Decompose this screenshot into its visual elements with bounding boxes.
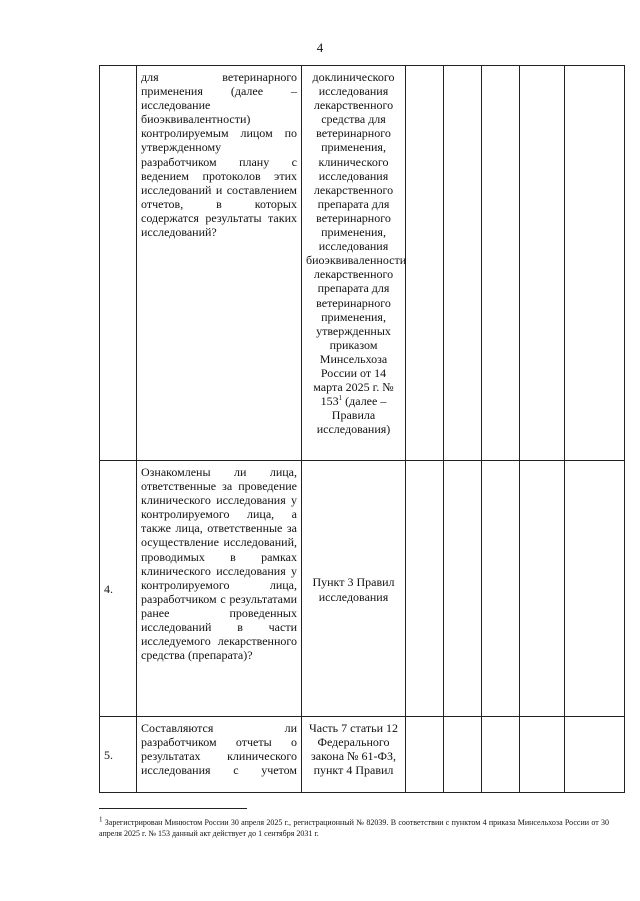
- answer-yes-cell: [406, 717, 444, 793]
- footnote-mark: 1: [99, 815, 103, 824]
- page-number: 4: [316, 40, 324, 55]
- table-row: [100, 66, 625, 461]
- answer-yes-cell: [406, 66, 444, 461]
- question-cell: Составляются ли разработчиком отчеты о результатах клинического исследования с учетом: [137, 717, 302, 793]
- question-cell: Ознакомлены ли лица, ответственные за проведение клинического исследования у контролируемого лица, а также лица, ответственные за осуществление исследований, проводимых в рамках клинического исследования у контролируемого лица, разработчиком с результатами ранее проведенных исследований в части исследуемого лекарственного средства (препарата)?: [137, 461, 302, 717]
- notes-cell: [565, 717, 625, 793]
- reference-suffix: (далее – Правила исследования): [316, 394, 391, 437]
- answer-no-cell: [444, 66, 482, 461]
- answer-na-cell: [482, 66, 520, 461]
- notes-cell: [565, 66, 625, 461]
- table-row: [100, 461, 625, 717]
- footnote: [99, 817, 609, 839]
- answer-na-cell: [482, 461, 520, 717]
- checklist-table: [99, 65, 625, 793]
- row-number: 4.: [100, 461, 137, 717]
- footnote-text: Зарегистрирован Минюстом России 30 апреля 2025 г., регистрационный № 82039. В соответствии с пунктом 4 приказа Минсельхоза России от 30 апреля 2025 г. № 153 данный акт действует до 1 сентября 2031 г.: [99, 818, 610, 838]
- question-cell: для ветеринарного применения (далее – исследование биоэквивалентности) контролируемым лицом по утвержденному разработчиком плану с ведением протоколов этих исследований и составлением отчетов, в которых содержатся результаты таких исследований?: [137, 66, 302, 461]
- reference-text: доклинического исследования лекарственного средства для ветеринарного применения, клинического исследования лекарственного препарата для ветеринарного применения, исследования биоэквиваленности лекарственного препарата для ветеринарного применения, утвержденных приказом Минсельхоза России от 14 марта 2025 г. № 153: [306, 70, 407, 409]
- answer-no-cell: [444, 461, 482, 717]
- reference-cell: Пункт 3 Правил исследования: [302, 461, 406, 717]
- reference-cell: [302, 66, 406, 461]
- answer-na-cell: [482, 717, 520, 793]
- row-number: 5.: [100, 717, 137, 793]
- notes-cell: [565, 461, 625, 717]
- evidence-cell: [520, 717, 565, 793]
- table-row: [100, 717, 625, 793]
- evidence-cell: [520, 66, 565, 461]
- answer-no-cell: [444, 717, 482, 793]
- footnote-divider: [99, 808, 247, 809]
- row-number: [100, 66, 137, 461]
- evidence-cell: [520, 461, 565, 717]
- footnote-mark: 1: [338, 394, 343, 403]
- answer-yes-cell: [406, 461, 444, 717]
- reference-cell: Часть 7 статьи 12 Федерального закона № 61-ФЗ, пункт 4 Правил: [302, 717, 406, 793]
